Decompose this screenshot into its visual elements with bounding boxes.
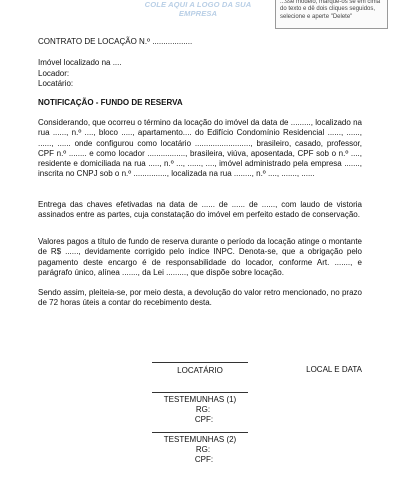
property-address: Imóvel localizado na .... [38, 58, 122, 67]
tenant-signature [152, 362, 248, 376]
witness-1-rg: RG: [195, 405, 211, 414]
signature-line [152, 432, 248, 433]
witness-2-signature [152, 432, 248, 465]
witness-2-cpf: CPF: [194, 455, 214, 464]
witness-1-cpf: CPF: [194, 415, 214, 424]
landlord-label: Locador: [38, 68, 70, 78]
signature-line [152, 362, 248, 363]
tenant-label-sig: LOCATÁRIO [177, 366, 223, 375]
instruction-note: ...sse modelo, marque-os se em cima do texto e dê dois cliques seguidos, selecione e aperte "Delete" [275, 0, 388, 29]
place-and-date: LOCAL E DATA [306, 365, 362, 374]
logo-placeholder: COLE AQUI A LOGO DA SUA EMPRESA [144, 0, 252, 18]
witness-2-rg: RG: [195, 445, 211, 454]
witness-1-signature [152, 392, 248, 425]
witness-2-label: TESTEMUNHAS (2) [163, 435, 237, 444]
paragraph-reserve-fund: Valores pagos a título de fundo de reserva durante o período da locação atinge o montante de R$ ......, devidamente corrigido pelo índice INPC. Denota-se, que a obrigação pelo pagamento deste encargo é de responsabilidade do locador, conforme Art. ......., e parágrafo único, alínea ......., da Lei ........., que dispõe sobre locação. [38, 237, 362, 277]
tenant-label: Locatário: [38, 79, 74, 88]
signature-line [152, 392, 248, 393]
paragraph-request: Sendo assim, pleiteia-se, por meio desta, a devolução do valor retro mencionado, no prazo de 72 horas úteis a contar do recebimento desta. [38, 288, 362, 308]
paragraph-considering: Considerando, que ocorreu o término da locação do imóvel da data de ........., localizado na rua ......, n.º ...., bloco ....., apartamento.... do Edifício Condomínio Residencial ......, ......, ......, ...... onde configurou como locatário ........................., brasileiro, casado, professor, CPF n.º ........ e como locador ................., brasileira, viúva, aposentada, CPF sob o n.º ...., residente e domiciliada na rua ....., n.º ..., ......, ...., imóvel administrado pela empresa ......., inscrita no CNPJ sob o n.º ..............., localizada na rua ........, n.º ...., ......., ...... [38, 118, 362, 179]
paragraph-key-delivery: Entrega das chaves efetivadas na data de ...... de ...... de ......, com laudo de vistoria assinados entre as partes, cuja constatação do imóvel em perfeito estado de conservação. [38, 200, 362, 220]
contract-number: CONTRATO DE LOCAÇÃO N.º .................. [38, 37, 193, 46]
witness-1-label: TESTEMUNHAS (1) [163, 395, 237, 404]
notice-title: NOTIFICAÇÃO - FUNDO DE RESERVA [38, 98, 183, 107]
